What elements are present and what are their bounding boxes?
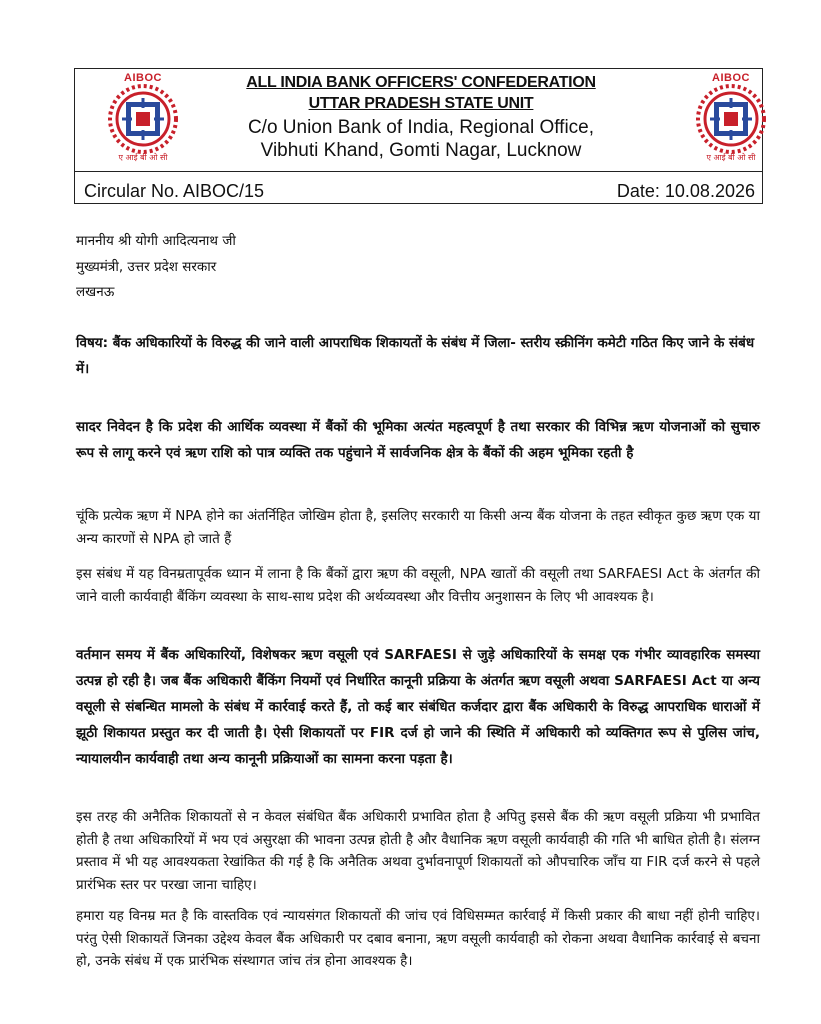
logo-emblem-icon	[108, 84, 178, 154]
org-unit: UTTAR PRADESH STATE UNIT	[308, 95, 534, 112]
org-address-line2: Vibhuti Khand, Gomti Nagar, Lucknow	[260, 140, 582, 161]
addressee-line2: मुख्यमंत्री, उत्तर प्रदेश सरकार	[76, 259, 217, 275]
subject-line: विषय: बैंक अधिकारियों के विरुद्ध की जाने वाली आपराधिक शिकायतों के संबंध में जिला- स्तरीय स्क्रीनिंग कमेटी गठित किए जाने के संबंध में।	[76, 335, 755, 377]
logo-tagline: ए आई बी ओ सी	[706, 153, 756, 162]
addressee-line3: लखनऊ	[76, 284, 115, 300]
body-paragraph: चूंकि प्रत्येक ऋण में NPA होने का अंतर्निहित जोखिम होता है, इसलिए सरकारी या किसी अन्य बैंक योजना के तहत स्वीकृत कुछ ऋण एक या अन्य कारणों से NPA हो जाते हैं	[76, 508, 760, 547]
body-paragraph: सादर निवेदन है कि प्रदेश की आर्थिक व्यवस्था में बैंकों की भूमिका अत्यंत महत्वपूर्ण है तथा सरकार की विभिन्न ऋण योजनाओं को सुचारु रूप से लागू करने एवं ऋण राशि को पात्र व्यक्ति तक पहुंचाने में सार्वजनिक क्षेत्र के बैंकों की अहम भूमिका रहती है	[76, 419, 760, 461]
body-paragraph: इस संबंध में यह विनम्रतापूर्वक ध्यान में लाना है कि बैंकों द्वारा ऋण की वसूली, NPA खातों की वसूली तथा SARFAESI Act के अंतर्गत की जाने वाली कार्यवाही बैंकिंग व्यवस्था के साथ-साथ प्रदेश की अर्थव्यवस्था और वित्तीय अनुशासन के लिए भी आवश्यक है।	[76, 566, 760, 605]
org-name: ALL INDIA BANK OFFICERS' CONFEDERATION	[246, 74, 596, 91]
logo-emblem-icon	[696, 84, 766, 154]
body-paragraph: हमारा यह विनम्र मत है कि वास्तविक एवं न्यायसंगत शिकायतों की जांच एवं विधिसम्मत कार्रवाई में किसी प्रकार की बाधा नहीं होनी चाहिए। परंतु ऐसी शिकायतें जिनका उद्देश्य केवल बैंक अधिकारी पर दबाव बनाना, ऋण वसूली कार्यवाही को रोकना अथवा वैधानिक कार्रवाई से बचना हो, उनके संबंध में एक प्रारंभिक संस्थागत जांच तंत्र होना आवश्यक है।	[76, 908, 760, 969]
logo-text: AIBOC	[712, 72, 750, 84]
body-paragraph: इस तरह की अनैतिक शिकायतों से न केवल संबंधित बैंक अधिकारी प्रभावित होता है अपितु इससे बैंक की ऋण वसूली प्रक्रिया भी प्रभावित होती है तथा अधिकारियों में भय एवं असुरक्षा की भावना उत्पन्न होती है और वैधानिक ऋण वसूली कार्यवाही की गति भी बाधित होती है। संलग्न प्रस्ताव में भी यह आवश्यकता रेखांकित की गई है कि अनैतिक अथवा दुर्भावनापूर्ण शिकायतों को औपचारिक जाँच या FIR दर्ज करने से पहले प्रारंभिक स्तर पर परखा जाना चाहिए।	[76, 809, 760, 893]
circular-number: Circular No. AIBOC/15	[84, 181, 265, 201]
circular-date: Date: 10.08.2026	[616, 181, 755, 201]
addressee-line1: माननीय श्री योगी आदित्यनाथ जी	[76, 233, 236, 249]
logo-tagline: ए आई बी ओ सी	[118, 153, 168, 162]
letterhead-divider	[74, 171, 763, 172]
body-paragraph: वर्तमान समय में बैंक अधिकारियों, विशेषकर ऋण वसूली एवं SARFAESI से जुड़े अधिकारियों के समक्ष एक गंभीर व्यावहारिक समस्या उत्पन्न हो रही है। जब बैंक अधिकारी बैंकिंग नियमों एवं निर्धारित कानूनी प्रक्रिया के अंतर्गत ऋण वसूली अथवा SARFAESI Act या अन्य वसूली से संबन्धित मामलो के संबंध में कार्रवाई करते हैं, तो कई बार संबंधित कर्जदार द्वारा बैंक अधिकारी के विरुद्ध आपराधिक धाराओं में झूठी शिकायत प्रस्तुत कर दी जाती है। ऐसी शिकायतों पर FIR दर्ज हो जाने की स्थिति में अधिकारी को व्यक्तिगत रूप से पुलिस जांच, न्यायालयीन कार्यवाही तथा अन्य कानूनी प्रक्रियाओं का सामना करना पड़ता है।	[76, 647, 760, 767]
aiboc-logo-left	[100, 72, 186, 168]
logo-text: AIBOC	[124, 72, 162, 84]
aiboc-logo-right	[688, 72, 774, 168]
org-address-line1: C/o Union Bank of India, Regional Office,	[247, 117, 595, 138]
